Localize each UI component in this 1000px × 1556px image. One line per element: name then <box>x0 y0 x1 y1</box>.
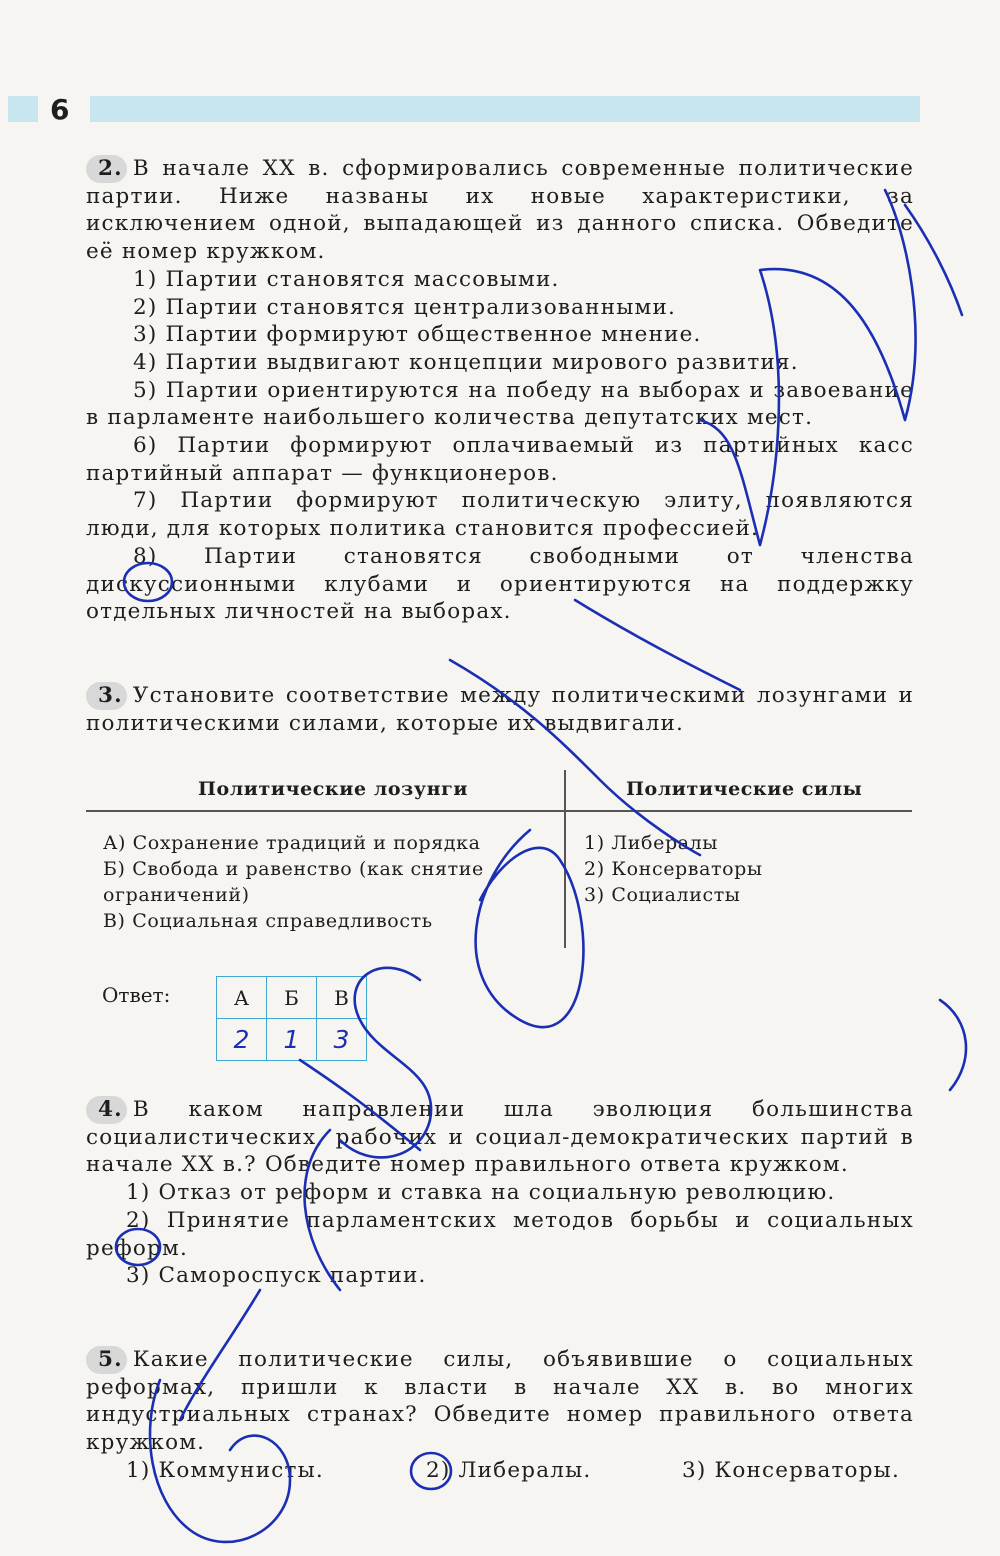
question-4-number: 4. <box>98 1097 123 1122</box>
table-divider-vertical <box>564 770 566 948</box>
question-4-text: В каком направлении шла эволюция большинства социалистических, рабочих и социал-демократических партий в начале XX в.? Обведите номер правильного ответа кружком. <box>86 1097 914 1178</box>
column-header-slogans: Политические лозунги <box>198 778 469 800</box>
slogan-a: А) Сохранение традиций и порядка <box>103 832 481 854</box>
q2-option-6: 6) Партии формируют оплачиваемый из партийных касс партийный аппарат — функционеров. <box>86 433 914 486</box>
q5-option-2: 2) Либералы. <box>426 1458 592 1483</box>
answer-value-b[interactable]: 1 <box>267 1019 317 1061</box>
question-4 <box>86 1096 914 1290</box>
question-3 <box>86 682 914 737</box>
page-number: 6 <box>50 93 70 126</box>
q2-option-7: 7) Партии формируют политическую элиту, появляются люди, для которых политика становится профессией. <box>86 488 914 542</box>
forces-column <box>584 830 904 908</box>
question-2-text: В начале XX в. сформировались современные политические партии. Ниже названы их новые характеристики, за исключением одной, выпадающей из данного списка. Обведите её номер кружком. <box>86 156 914 265</box>
q4-option-3: 3) Самороспуск партии. <box>126 1263 427 1289</box>
scribble-right-curve <box>940 1000 966 1090</box>
answer-value-a[interactable]: 2 <box>217 1019 267 1061</box>
slogan-c: В) Социальная справедливость <box>103 910 433 932</box>
q4-option-2: 2) Принятие парламентских методов борьбы и социальных реформ. <box>86 1207 914 1261</box>
answer-header-b: Б <box>267 977 317 1019</box>
header-bar <box>90 96 920 122</box>
q2-option-2: 2) Партии становятся централизованными. <box>133 294 677 320</box>
q5-options <box>126 1457 916 1485</box>
q2-option-5: 5) Партии ориентируются на победу на выборах и завоевание в парламенте наибольшего количества депутатских мест. <box>86 377 914 431</box>
q4-option-1: 1) Отказ от реформ и ставка на социальную революцию. <box>126 1180 836 1206</box>
question-5 <box>86 1346 914 1457</box>
force-3: 3) Социалисты <box>584 884 741 906</box>
question-5-text: Какие политические силы, объявившие о социальных реформах, пришли к власти в начале XX в. во многих индустриальных странах? Обведите номер правильного ответа кружком. <box>86 1347 914 1456</box>
question-5-number: 5. <box>98 1347 123 1372</box>
question-3-number: 3. <box>98 683 123 708</box>
answer-header-c: В <box>317 977 367 1019</box>
q2-option-3: 3) Партии формируют общественное мнение. <box>133 322 702 348</box>
force-1: 1) Либералы <box>584 832 719 854</box>
q2-option-8: 8) Партии становятся свободными от членства дискуссионными клубами и ориентируются на поддержку отдельных личностей на выборах. <box>86 543 914 625</box>
header-bar-left <box>8 96 38 122</box>
answer-table <box>216 976 367 1061</box>
question-2 <box>86 155 914 626</box>
q5-option-1: 1) Коммунисты. <box>126 1458 324 1483</box>
column-header-forces: Политические силы <box>626 778 863 800</box>
question-3-text: Установите соответствие между политическими лозунгами и политическими силами, которые их выдвигали. <box>86 683 914 736</box>
answer-header-a: А <box>217 977 267 1019</box>
slogan-b: Б) Свобода и равенство (как снятие ограничений) <box>103 858 484 906</box>
answer-label: Ответ: <box>102 983 171 1007</box>
q2-option-1: 1) Партии становятся массовыми. <box>133 266 560 292</box>
force-2: 2) Консерваторы <box>584 858 763 880</box>
q5-option-3: 3) Консерваторы. <box>682 1458 901 1483</box>
question-2-number: 2. <box>98 156 123 181</box>
slogans-column <box>103 830 553 934</box>
answer-value-c[interactable]: 3 <box>317 1019 367 1061</box>
table-divider-horizontal <box>86 810 912 812</box>
q2-option-4: 4) Партии выдвигают концепции мирового развития. <box>133 349 799 375</box>
